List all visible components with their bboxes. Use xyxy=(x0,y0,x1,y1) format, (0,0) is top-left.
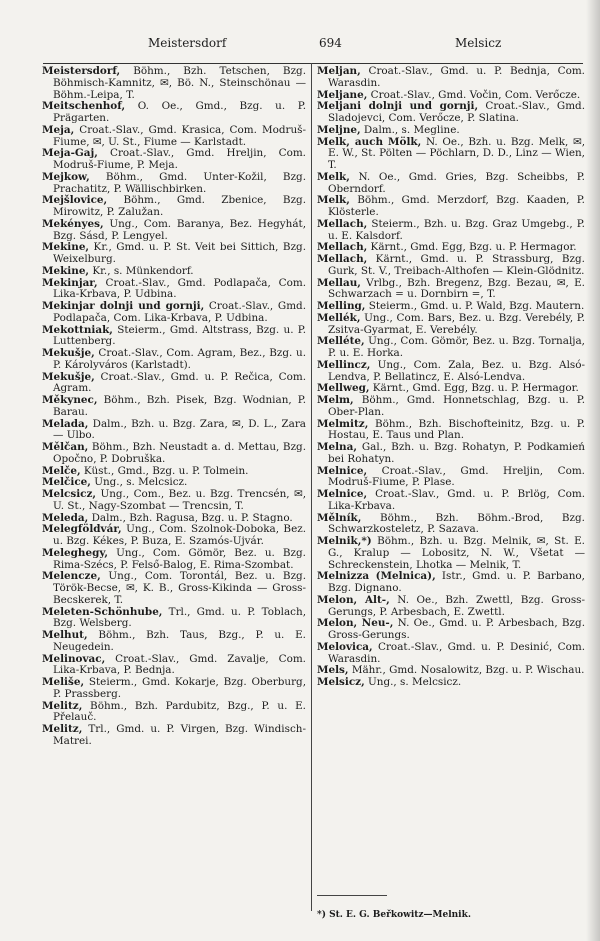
gazetteer-entry xyxy=(317,677,585,689)
entry-description: Ung., s. Melcsicz. xyxy=(364,676,462,688)
gazetteer-entry xyxy=(42,571,306,606)
entry-description: Croat.-Slav., Gmd. Podlapača, Com. Lika-Krbava, P. Udbina. xyxy=(53,300,306,324)
left-column xyxy=(42,66,306,748)
entry-description: Kärnt., Gmd. u. P. Strassburg, Bzg. Gurk, St. V., Treibach-Althofen — Klein-Glödnitz. xyxy=(328,253,585,277)
right-column xyxy=(317,66,585,689)
entry-place-name: Melada, xyxy=(42,417,89,430)
entry-description: N. Oe., Bzh. Zwettl, Bzg. Gross-Gerungs, P. Arbesbach, E. Zwettl. xyxy=(328,593,585,618)
gazetteer-entry xyxy=(42,419,306,443)
entry-description: Croat.-Slav., Gmd. u. P. Desinić, Com. Warasdin. xyxy=(328,640,585,665)
footnote: *) St. E. G. Beřkowitz—Melnik. xyxy=(317,910,471,920)
entry-place-name: Melinovac, xyxy=(42,652,106,665)
entry-place-name: Melnice, xyxy=(317,488,368,500)
gazetteer-entry xyxy=(42,301,306,325)
entry-description: Vrlbg., Bzh. Bregenz, Bzg. Bezau, ✉, E. Schwarzach = u. Dornbirn =, T. xyxy=(328,276,585,301)
entry-description: Böhm., Bzh. Bischofteinitz, Bzg. u. P. Hostau, E. Taus und Plan. xyxy=(328,417,585,442)
gazetteer-entry xyxy=(317,466,585,490)
gazetteer-entry xyxy=(317,172,585,196)
gazetteer-entry xyxy=(42,724,306,748)
entry-place-name: Melegföldvár, xyxy=(42,523,122,536)
entry-place-name: Melencze, xyxy=(42,570,101,583)
entry-place-name: Meljne, xyxy=(317,123,361,136)
entry-place-name: Mellach, xyxy=(317,253,368,265)
entry-place-name: Melsicz, xyxy=(317,676,365,688)
gazetteer-entry xyxy=(42,654,306,678)
gazetteer-entry xyxy=(317,278,585,302)
entry-place-name: Melcsicz, xyxy=(42,488,97,500)
gazetteer-entry xyxy=(317,395,585,419)
gazetteer-entry xyxy=(317,419,585,443)
entry-place-name: Melče, xyxy=(42,464,81,477)
entry-description: Ung., Com. Bars, Bez. u. Bzg. Verebély, P. Zsitva-Gyarmat, E. Verebély. xyxy=(328,311,585,336)
entry-description: Trl., Gmd. u. P. Toblach, Bzg. Welsberg. xyxy=(53,605,306,630)
header-rule xyxy=(43,63,583,64)
entry-place-name: Melmitz, xyxy=(317,417,369,430)
entry-place-name: Melnik,*) xyxy=(317,535,372,547)
entry-description: Böhm., Bzh. Pardubitz, Bzg., P. u. E. Přelauč. xyxy=(53,699,306,724)
entry-place-name: Mekine, xyxy=(42,264,90,277)
gazetteer-entry xyxy=(42,148,306,172)
entry-description: Croat.-Slav., Gmd. Krasica, Com. Modruš-Fiume, ✉, U. St., Fiume — Karlstadt. xyxy=(53,123,306,148)
entry-description: Böhm., Bzh. u. Bzg. Melnik, ✉, St. E. G., Kralup — Lobositz, N. W., Všetat — Schreckenstein, Lhotka — Melnik, T. xyxy=(328,535,585,571)
entry-place-name: Melnizza (Melnica), xyxy=(317,570,436,583)
entry-description: Dalm., s. Megline. xyxy=(360,123,460,136)
entry-description: Croat.-Slav., Gmd. Hreljin, Com. Modruš-Fiume, P. Plase. xyxy=(328,464,585,489)
entry-place-name: Mekottniak, xyxy=(42,323,113,336)
gazetteer-entry xyxy=(317,360,585,384)
entry-place-name: Meja-Gaj, xyxy=(42,147,98,160)
entry-place-name: Melling, xyxy=(317,300,366,312)
entry-description: Ung., s. Melcsicz. xyxy=(90,476,188,489)
gazetteer-entry xyxy=(317,642,585,666)
entry-place-name: Mellau, xyxy=(317,276,361,289)
entry-place-name: Mekine, xyxy=(42,241,90,254)
entry-place-name: Mekušje, xyxy=(42,347,95,359)
entry-place-name: Melčice, xyxy=(42,476,91,489)
column-divider xyxy=(311,63,312,911)
gazetteer-entry xyxy=(317,442,585,466)
entry-description: Böhm., Bzh. Tetschen, Bzg. Böhmisch-Kamnitz, ✉, Bö. N., Steinschönau — Böhm.-Leipa, T. xyxy=(53,65,306,101)
entry-description: Steierm., Gmd. Kokarje, Bzg. Oberburg, P. Prassberg. xyxy=(53,676,306,700)
gazetteer-entry xyxy=(42,242,306,266)
entry-place-name: Meleghegy, xyxy=(42,546,109,559)
gazetteer-entry xyxy=(42,348,306,372)
gazetteer-entry xyxy=(317,66,585,90)
entry-description: Istr., Gmd. u. P. Barbano, Bzg. Dignano. xyxy=(328,570,585,594)
entry-place-name: Mellincz, xyxy=(317,358,371,371)
entry-description: Böhm., Bzh. Neustadt a. d. Mettau, Bzg. Opočno, P. Dobruška. xyxy=(53,441,306,465)
entry-place-name: Melna, xyxy=(317,441,357,453)
gazetteer-entry xyxy=(42,195,306,219)
header-left-keyword: Meistersdorf xyxy=(148,36,227,50)
gazetteer-entry xyxy=(317,536,585,571)
entry-description: Steierm., Bzh. u. Bzg. Graz Umgebg., P. u. E. Kalsdorf. xyxy=(328,217,585,242)
entry-place-name: Mekényes, xyxy=(42,217,104,230)
gazetteer-entry xyxy=(42,607,306,631)
entry-place-name: Mekinjar, xyxy=(42,276,98,289)
gazetteer-entry xyxy=(317,254,585,278)
gazetteer-entry xyxy=(42,548,306,572)
entry-place-name: Melon, Alt-, xyxy=(317,593,390,606)
gazetteer-entry xyxy=(42,489,306,513)
entry-place-name: Meljane, xyxy=(317,88,368,101)
entry-description: Mähr., Gmd. Nosalowitz, Bzg. u. P. Wischau. xyxy=(348,664,585,677)
entry-place-name: Mejšlovice, xyxy=(42,194,108,207)
gazetteer-entry xyxy=(317,195,585,219)
entry-place-name: Meja, xyxy=(42,123,75,136)
entry-place-name: Melovica, xyxy=(317,640,373,653)
page-number: 694 xyxy=(319,36,342,50)
entry-description: Kärnt., Gmd. Egg, Bzg. u. P. Hermagor. xyxy=(369,382,579,395)
entry-description: Ung., Com. Gömör, Bez. u. Bzg. Tornalja, P. u. E. Horka. xyxy=(328,335,585,359)
gazetteer-entry xyxy=(317,313,585,337)
entry-description: Croat.-Slav., Gmd. u. P. Rečica, Com. Agram. xyxy=(53,370,306,395)
entry-place-name: Melléte, xyxy=(317,335,365,348)
entry-description: Böhm., Bzh. Taus, Bzg., P. u. E. Neugedein. xyxy=(53,629,306,653)
entry-description: Küst., Gmd., Bzg. u. P. Tolmein. xyxy=(80,464,249,477)
entry-place-name: Mels, xyxy=(317,664,349,677)
entry-place-name: Mekinjar dolnji und gornji, xyxy=(42,300,205,312)
gazetteer-entry xyxy=(317,336,585,360)
entry-description: Trl., Gmd. u. P. Virgen, Bzg. Windisch-Matrei. xyxy=(53,723,306,747)
entry-place-name: Melk, xyxy=(317,194,350,207)
entry-description: Böhm., Gmd. Zbenice, Bzg. Mirowitz, P. Zalužan. xyxy=(53,194,306,218)
entry-description: N. Oe., Gmd. u. P. Arbesbach, Bzg. Gross-Gerungs. xyxy=(328,617,585,641)
entry-place-name: Mellweg, xyxy=(317,382,370,395)
gazetteer-entry xyxy=(317,513,585,537)
entry-description: Steierm., Gmd. u. P. Wald, Bzg. Mautern. xyxy=(365,300,585,312)
entry-description: Croat.-Slav., Gmd. Sladojevci, Com. Verőcze, P. Slatina. xyxy=(328,100,585,124)
gazetteer-entry xyxy=(42,219,306,243)
entry-place-name: Měkynec, xyxy=(42,394,98,406)
entry-description: Croat.-Slav., Com. Agram, Bez., Bzg. u. P. Károlyváros (Karlstadt). xyxy=(53,347,306,371)
entry-place-name: Mekušje, xyxy=(42,370,95,383)
entry-description: N. Oe., Bzh. u. Bzg. Melk, ✉, E. W., St. Pölten — Pöchlarn, D. D., Linz — Wien, T. xyxy=(328,135,585,171)
entry-place-name: Mělník, xyxy=(317,511,362,524)
entry-description: O. Oe., Gmd., Bzg. u. P. Prägarten. xyxy=(53,100,306,124)
gazetteer-entry xyxy=(42,677,306,701)
gazetteer-entry xyxy=(42,66,306,101)
entry-place-name: Melnice, xyxy=(317,464,368,477)
entry-description: Böhm., Gmd. Merzdorf, Bzg. Kaaden, P. Klösterle. xyxy=(328,194,585,218)
gazetteer-entry xyxy=(42,524,306,548)
gazetteer-entry xyxy=(317,219,585,243)
entry-description: Croat.-Slav., Gmd. Hreljin, Com. Modruš-Fiume, P. Meja. xyxy=(53,147,306,171)
entry-place-name: Mělčan, xyxy=(42,441,89,453)
entry-place-name: Meljan, xyxy=(317,65,361,77)
entry-description: Kr., Gmd. u. P. St. Veit bei Sittich, Bzg. Weixelburg. xyxy=(53,241,306,265)
entry-description: Dalm., Bzh. u. Bzg. Zara, ✉, D. L., Zara — Ulbo. xyxy=(53,417,306,442)
entry-description: Ung., Com. Szolnok-Doboka, Bez. u. Bzg. Kékes, P. Buza, E. Szamós-Ujvár. xyxy=(53,523,306,547)
entry-description: Ung., Com. Torontál, Bez. u. Bzg. Török-Becse, ✉, K. B., Gross-Kikinda — Gross-Becskerek, T. xyxy=(53,570,306,606)
entry-description: Kärnt., Gmd. Egg, Bzg. u. P. Hermagor. xyxy=(367,241,577,254)
gazetteer-entry xyxy=(42,372,306,396)
entry-description: Croat.-Slav., Gmd. Podlapača, Com. Lika-Krbava, P. Udbina. xyxy=(53,276,306,301)
entry-place-name: Melon, Neu-, xyxy=(317,617,394,630)
entry-place-name: Melitz, xyxy=(42,699,83,712)
entry-place-name: Mellach, xyxy=(317,241,368,254)
gazetteer-entry xyxy=(42,442,306,466)
entry-description: Ung., Com. Gömör, Bez. u. Bzg. Rima-Szécs, P. Felső-Balog, E. Rima-Szombat. xyxy=(53,546,306,571)
entry-place-name: Mejkow, xyxy=(42,170,90,183)
gazetteer-entry xyxy=(42,101,306,125)
entry-place-name: Meleten-Schönhube, xyxy=(42,605,163,618)
entry-description: Ung., Com. Zala, Bez. u. Bzg. Alsó-Lendva, P. Bellatincz, E. Alsó-Lendva. xyxy=(328,358,585,383)
entry-place-name: Melhut, xyxy=(42,629,88,641)
entry-place-name: Mellach, xyxy=(317,217,368,230)
entry-description: Böhm., Gmd. Unter-Kožil, Bzg. Prachatitz, P. Wällischbirken. xyxy=(53,170,306,195)
page-header xyxy=(30,36,585,54)
entry-description: Gal., Bzh. u. Bzg. Rohatyn, P. Podkamień bei Rohatyn. xyxy=(328,441,585,465)
entry-place-name: Melk, auch Mölk, xyxy=(317,135,422,148)
entry-place-name: Meistersdorf, xyxy=(42,65,121,77)
gazetteer-entry xyxy=(42,278,306,302)
entry-description: N. Oe., Gmd. Gries, Bzg. Scheibbs, P. Oberndorf. xyxy=(328,170,585,195)
entry-description: Kr., s. Münkendorf. xyxy=(89,264,194,277)
gazetteer-entry xyxy=(317,101,585,125)
entry-description: Steierm., Gmd. Altstrass, Bzg. u. P. Luttenberg. xyxy=(53,323,306,348)
header-right-keyword: Melsicz xyxy=(455,36,502,50)
gazetteer-entry xyxy=(317,137,585,172)
gazetteer-entry xyxy=(42,395,306,419)
entry-place-name: Meitschenhof, xyxy=(42,100,126,113)
entry-description: Böhm., Bzh. Böhm.-Brod, Bzg. Schwarzkosteletz, P. Sazava. xyxy=(328,511,585,536)
entry-description: Böhm., Gmd. Honnetschlag, Bzg. u. P. Ober-Plan. xyxy=(328,394,585,418)
gazetteer-entry xyxy=(42,630,306,654)
gazetteer-entry xyxy=(42,172,306,196)
entry-place-name: Mellék, xyxy=(317,311,361,324)
entry-place-name: Melitz, xyxy=(42,723,83,735)
entry-description: Böhm., Bzh. Pisek, Bzg. Wodnian, P. Barau. xyxy=(53,394,306,418)
gazetteer-entry xyxy=(42,125,306,149)
entry-description: Croat.-Slav., Gmd. Vočin, Com. Verőcze. xyxy=(367,88,581,101)
entry-place-name: Meliše, xyxy=(42,676,85,688)
entry-place-name: Meljani dolnji und gornji, xyxy=(317,100,479,113)
entry-description: Dalm., Bzh. Ragusa, Bzg. u. P. Stagno. xyxy=(88,511,293,524)
entry-description: Ung., Com., Bez. u. Bzg. Trencsén, ✉, U. St., Nagy-Szombat — Trencsin, T. xyxy=(53,488,306,512)
entry-place-name: Melk, xyxy=(317,170,350,183)
entry-place-name: Melm, xyxy=(317,394,354,406)
gazetteer-entry xyxy=(317,489,585,513)
page-edge-shadow xyxy=(586,0,600,941)
entry-place-name: Meleda, xyxy=(42,511,89,524)
gazetteer-entry xyxy=(317,595,585,619)
gazetteer-entry xyxy=(42,325,306,349)
gazetteer-entry xyxy=(317,618,585,642)
entry-description: Croat.-Slav., Gmd. u. P. Bednja, Com. Warasdin. xyxy=(328,65,585,89)
entry-description: Croat.-Slav., Gmd. Zavalje, Com. Lika-Krbava, P. Bednja. xyxy=(53,652,306,677)
gazetteer-entry xyxy=(317,571,585,595)
entry-description: Ung., Com. Baranya, Bez. Hegyhát, Bzg. Sásd, P. Lengyel. xyxy=(53,217,306,242)
entry-description: Croat.-Slav., Gmd. u. P. Brlög, Com. Lika-Krbava. xyxy=(328,488,585,512)
gazetteer-entry xyxy=(42,701,306,725)
footnote-rule xyxy=(317,895,387,896)
